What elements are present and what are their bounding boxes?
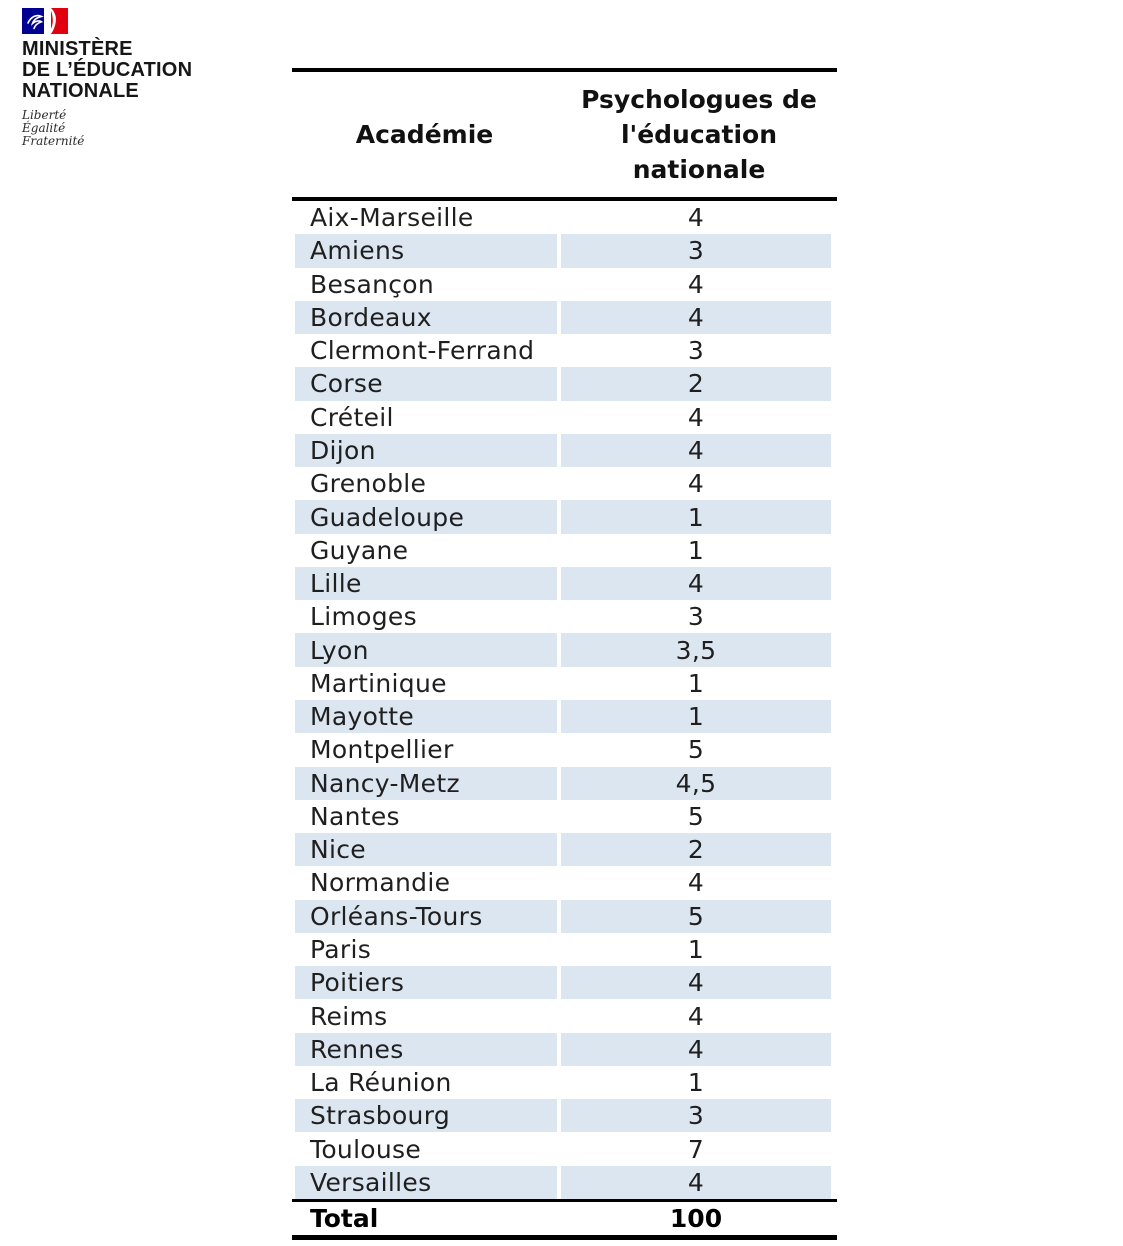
academie-cell: Guadeloupe (295, 500, 557, 533)
table-row (292, 667, 837, 700)
table-row (292, 767, 837, 800)
table-row (292, 1166, 837, 1199)
academie-cell: Lyon (295, 633, 557, 666)
table-header-row (292, 72, 837, 197)
academie-cell: Martinique (310, 668, 447, 698)
academie-cell: Reims (310, 1001, 388, 1031)
academie-cell: Dijon (295, 434, 557, 467)
value-cell: 3,5 (561, 633, 831, 666)
table-row (292, 900, 837, 933)
table-row (292, 1066, 837, 1099)
academie-cell: Rennes (295, 1033, 557, 1066)
table-row (292, 1033, 837, 1066)
republic-motto (22, 109, 252, 148)
ministry-logo (22, 8, 252, 148)
motto-line: Liberté (22, 108, 67, 122)
table-row (292, 334, 837, 367)
value-cell: 4 (687, 402, 705, 432)
table-row (292, 301, 837, 334)
column-header-psychologues-line: nationale (632, 155, 766, 184)
table-row (292, 800, 837, 833)
value-cell: 1 (687, 1068, 705, 1098)
table-row (292, 866, 837, 899)
table-row (292, 999, 837, 1032)
value-cell: 3 (687, 336, 705, 366)
table-row (292, 600, 837, 633)
column-header-academie: Académie (355, 120, 494, 149)
table-row (292, 1099, 837, 1132)
table-row (292, 201, 837, 234)
academie-cell: Bordeaux (295, 301, 557, 334)
table-row (292, 234, 837, 267)
value-cell: 3 (561, 1099, 831, 1132)
table-row (292, 833, 837, 866)
total-label: Total (310, 1203, 379, 1233)
academie-cell: Corse (295, 367, 557, 400)
academie-cell: Strasbourg (295, 1099, 557, 1132)
value-cell: 4 (561, 1166, 831, 1199)
table-row (292, 733, 837, 766)
table-row (292, 1132, 837, 1165)
value-cell: 4 (687, 269, 705, 299)
table-row (292, 567, 837, 600)
academie-cell: Orléans-Tours (295, 900, 557, 933)
table-row (292, 268, 837, 301)
french-flag-marianne-icon (22, 8, 68, 34)
value-cell: 4 (687, 469, 705, 499)
academie-cell: Poitiers (295, 966, 557, 999)
column-header-psychologues-line: Psychologues de (581, 85, 817, 114)
value-cell: 4 (561, 434, 831, 467)
value-cell: 4 (561, 1033, 831, 1066)
ministry-name-line: NATIONALE (22, 80, 139, 102)
academie-cell: Guyane (310, 535, 409, 565)
academie-cell: Nantes (310, 801, 400, 831)
table-row (292, 534, 837, 567)
value-cell: 1 (687, 668, 705, 698)
value-cell: 4 (687, 1001, 705, 1031)
table-total-row (292, 1202, 837, 1235)
academie-cell: La Réunion (310, 1068, 452, 1098)
academie-cell: Montpellier (310, 735, 454, 765)
academie-cell: Amiens (295, 234, 557, 267)
total-value: 100 (669, 1203, 723, 1233)
table-row (292, 434, 837, 467)
table-row (292, 633, 837, 666)
academie-cell: Nice (295, 833, 557, 866)
academie-cell: Mayotte (295, 700, 557, 733)
value-cell: 3 (561, 234, 831, 267)
value-cell: 5 (561, 900, 831, 933)
academie-cell: Versailles (295, 1166, 557, 1199)
value-cell: 3 (687, 602, 705, 632)
academie-cell: Créteil (310, 402, 394, 432)
motto-line: Égalité (22, 121, 66, 135)
value-cell: 4 (687, 868, 705, 898)
table-row (292, 500, 837, 533)
academie-cell: Limoges (310, 602, 417, 632)
ministry-name (22, 39, 252, 102)
value-cell: 2 (561, 367, 831, 400)
value-cell: 7 (687, 1134, 705, 1164)
value-cell: 4,5 (561, 767, 831, 800)
value-cell: 5 (687, 801, 705, 831)
table-body (292, 201, 837, 1199)
academie-cell: Besançon (310, 269, 435, 299)
value-cell: 2 (561, 833, 831, 866)
academie-cell: Aix-Marseille (310, 203, 474, 233)
academie-cell: Nancy-Metz (295, 767, 557, 800)
table-row (292, 401, 837, 434)
value-cell: 4 (561, 966, 831, 999)
value-cell: 1 (687, 934, 705, 964)
table-row (292, 700, 837, 733)
column-header-psychologues-line: l'éducation (620, 120, 778, 149)
academie-cell: Normandie (310, 868, 451, 898)
value-cell: 5 (687, 735, 705, 765)
value-cell: 1 (561, 700, 831, 733)
value-cell: 4 (561, 567, 831, 600)
value-cell: 1 (687, 535, 705, 565)
academie-cell: Toulouse (310, 1134, 422, 1164)
academie-cell: Lille (295, 567, 557, 600)
academie-cell: Paris (310, 934, 372, 964)
academie-cell: Clermont-Ferrand (310, 336, 535, 366)
table-bottom-rule (292, 1235, 837, 1240)
column-header-psychologues (561, 82, 837, 187)
table-row (292, 367, 837, 400)
ministry-name-line: DE L’ÉDUCATION (22, 59, 193, 81)
table-row (292, 966, 837, 999)
value-cell: 4 (561, 301, 831, 334)
table-row (292, 467, 837, 500)
academies-table (292, 68, 837, 1240)
value-cell: 4 (687, 203, 705, 233)
academie-cell: Grenoble (310, 469, 427, 499)
value-cell: 1 (561, 500, 831, 533)
ministry-name-line: MINISTÈRE (22, 38, 133, 60)
motto-line: Fraternité (22, 134, 85, 148)
table-row (292, 933, 837, 966)
